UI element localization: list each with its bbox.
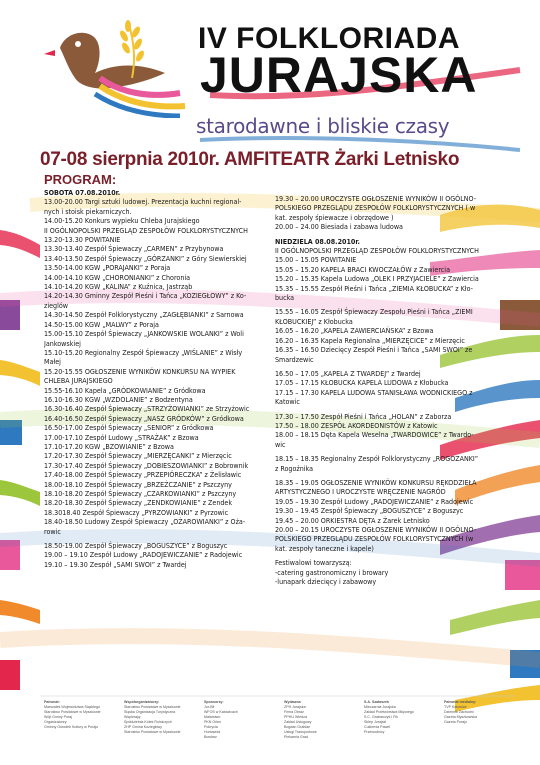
program-entry: 16.20 – 16.35 Kapela Regionalna „MIERZĘCICE” z Mierzęcic [275, 335, 465, 345]
program-entry: Jankowskiej [44, 338, 81, 348]
program-entry: -lunapark dziecięcy i zabawowy [275, 577, 377, 587]
footer-entry: Spółdzielnia Kółek Rolniczych [124, 720, 172, 724]
footer-entry: Śląska Organizacja Turystyczna [124, 710, 176, 714]
program-heading: PROGRAM: [44, 172, 117, 187]
program-entry: 18.00-18.10 Zespół Śpiewaczy „BRZEŹCZANIE” z Pszczyny [44, 479, 232, 489]
footer-entry: Wydawca: [284, 700, 302, 704]
program-entry: POLSKIEGO PRZEGLĄDU ZESPOŁÓW FOLKLORYSTYCZNYCH (w [275, 534, 474, 544]
footer-entry: Usługi Transportowe [284, 730, 317, 734]
program-entry: 18.50-19.00 Zespół Śpiewaczy „BOGUSZYCE” z Boguszyc [44, 541, 228, 551]
footer-entry: TVP Katowice [444, 705, 467, 709]
footer-entry: Starostwo Powiatowe w Myszkowie [124, 705, 181, 709]
footer-entry: S.C. Grabarczyk i Fik [364, 715, 398, 719]
program-entry: CHLEBA JURAJSKIEGO [44, 376, 113, 386]
footer-entry: Mleczarnia Jurajska [364, 705, 396, 709]
program-entry: kat. zespoły taneczne i kapele) [275, 543, 374, 553]
program-entry: 14.20-14.30 Gminny Zespół Pieśni i Tańca „KOZIEGŁOWY” z Ko- [44, 291, 247, 301]
program-entry: 19.45 – 20.00 ORKIESTRA DĘTA z Żarek Letnisko [275, 515, 430, 525]
footer-entry: Marszałek Województwa Śląskiego [44, 705, 101, 709]
program-entry: nych i stoisk piekarniczych. [44, 206, 132, 216]
footer-entry: PKN Orlen [204, 720, 222, 724]
program-entry: 18.3018.40 Zespół Śpiewaczy „PYRZOWIANKI” z Pyrzowic [44, 507, 229, 517]
program-entry: -catering gastronomiczny i browary [275, 567, 389, 577]
footer-entry: Piekarnia Grad [284, 735, 308, 739]
footer-entry: WFOŚ w Katowicach [204, 710, 238, 714]
program-entry: 13.40-13.50 Zespół Śpiewaczy „GÓRZANKI” z Góry Siewierskiej [44, 253, 247, 263]
program-entry: 16.35 – 16.50 Dziecięcy Zespół Pieśni i Tańca „SAMI SWOI” ze [275, 345, 473, 355]
program-entry: 16.05 – 16.20 „KAPELA ZAWIERCIAŃSKA” z Bzowa [275, 326, 434, 336]
program-entry: 14.00-15.20 Konkurs wypieku Chleba Jurajskiego [44, 216, 200, 226]
program-entry: 16.30-16.40 Zespół Śpiewaczy „STRZYŻOWIANKI” ze Strzyżowic [44, 404, 250, 414]
program-entry: 17.15 – 17.30 KAPELA LUDOWA STANISŁAWA WODNICKIEGO z [275, 387, 473, 397]
footer-entry: Przewodnicy [364, 730, 385, 734]
footer-entry: Pokrycia [204, 725, 218, 729]
program-entry: II OGÓLNOPOLSKI PRZEGLĄD ZESPOŁÓW FOLKLORYSTYCZNYCH [275, 246, 479, 256]
footer-entry: Sponsorzy: [204, 700, 224, 704]
footer-entry: Jur-Bit [204, 705, 215, 709]
program-entry: 15.20-15.55 OGŁOSZENIE WYNIKÓW KONKURSU NA WYPIEK [44, 366, 236, 376]
bird-wheat-logo [40, 8, 190, 118]
program-entry: Katowic [275, 397, 300, 407]
footer-entry: S.A. Szałaszek [364, 700, 389, 704]
program-entry: 19.10 – 19.30 Zespół „SAMI SWOI” z Twardej [44, 559, 187, 569]
footer-entry: Malarstwo [204, 715, 221, 719]
event-date-venue: 07-08 sierpnia 2010r. AMFITEATR Żarki Letnisko [40, 149, 460, 170]
program-entry: 15.05 – 15.20 KAPELA BRACI KWOCZAŁÓW z Zawiercia [275, 264, 450, 274]
footer-entry: Zakład Przetwórstwa Mięsnego [364, 710, 414, 714]
footer-entry: Dziennik Zachodni [444, 710, 474, 714]
program-entry: 14.00-14.10 KGW „CHORONIANKI” z Choronia [44, 272, 191, 282]
footer-entry: Hurtownia [204, 730, 221, 734]
program-entry: 15.55 – 16.05 Zespół Śpiewaczy Zespołu Pieśni i Tańca „ZIEMI [275, 307, 473, 317]
program-entry: 16.40-16.50 Zespół Śpiewaczy „NASZ GRÓDKÓW” z Gródkowa [44, 413, 244, 423]
footer-entry: Gazeta Myszkowska [444, 715, 477, 719]
footer-entry: Współorganizatorzy: [124, 700, 160, 704]
program-entry: 17.30-17.40 Zespół Śpiewaczy „DOBIESZOWIANKI” z Bobrownik [44, 460, 249, 470]
program-entry: KŁOBUCKIEJ” z Kłobucka [275, 316, 353, 326]
footer-entry: Sklep Jurajski [364, 720, 387, 724]
footer-column-patrons [44, 700, 134, 730]
footer-entry: Organizatorzy: [44, 720, 68, 724]
footer-entry: PPHU Wiedza [284, 715, 307, 719]
program-entry: kat. zespoły śpiewacze i obrzędowe ) [275, 212, 394, 222]
program-entry: 18.35 – 19.05 OGŁOSZENIE WYNIKÓW KONKURSU RĘKODZIEŁA [275, 477, 477, 487]
program-entry: 13.50-14.00 KGW „PORAJANKI” z Poraja [44, 263, 171, 273]
event-title-line1: IV FOLKLORIADA [198, 22, 460, 55]
footer-column-coorganizers [124, 700, 214, 735]
program-entry: rowic [44, 526, 61, 536]
program-entry: 17.30 – 17.50 Zespół Pieśni i Tańca „HOLAN” z Zaborza [275, 411, 452, 421]
program-entry: 17.20-17.30 Zespół Śpiewaczy „MIERZĘCANKI” z Mierzęcic [44, 451, 232, 461]
footer-column-publishers [284, 700, 374, 740]
program-entry: Smardzewic [275, 354, 314, 364]
footer-entry: Gminny Ośrodek Kultury w Poraju [44, 725, 99, 729]
footer-entry: Cukiernia Paweł [364, 725, 390, 729]
program-entry: 15.55-16.10 Kapela „GRÓDKOWIANIE” z Gródkowa [44, 385, 206, 395]
program-entry: SOBOTA 07.08.2010r. [44, 188, 121, 197]
footer-entry: Patronat: [44, 700, 60, 704]
program-entry: 14.30-14.50 Zespół Folklorystyczny „ZAGŁĘBIANKI” z Sarnowa [44, 310, 244, 320]
program-entry: 17.10-17.20 KGW „BZOWIANIE” z Bzowa [44, 441, 174, 451]
program-entry: 18.20-18.30 Zespół Śpiewaczy „ZENDKOWIANIE” z Zendek [44, 498, 233, 508]
program-entry: 19.30 – 19.45 Zespół Śpiewaczy „BOGUSZYCE” z Boguszyc [275, 506, 464, 516]
program-entry: 15.00-15.10 Zespół Śpiewaczy „JANKOWSKIE WOLANKI” z Woli [44, 329, 244, 339]
program-entry: 19.00 – 19.10 Zespół Ludowy „RADOJEWICZANIE” z Radojewic [44, 550, 243, 560]
footer-entry: Starostwo Powiatowe w Myszkowie [44, 710, 101, 714]
program-entry: II OGÓLNOPOLSKI PRZEGLĄD ZESPOŁÓW FOLKLORYSTYCZNYCH [44, 225, 248, 235]
program-entry: 15.35 – 15.55 Zespół Pieśni i Tańca „ZIEMIA KŁOBUCKA” z Kło- [275, 283, 473, 293]
footer-entry: Patronat medialny: [444, 700, 477, 704]
program-entry: 18.00 – 18.15 Dęta Kapela Weselna „TWARDOWICE” z Twardo- [275, 430, 474, 440]
program-entry: 20.00 – 24.00 Biesiada i zabawa ludowa [275, 222, 403, 232]
footer-entry: Firma Obraz [284, 710, 304, 714]
program-entry: ARTYSTYCZNEGO I UROCZYSTE WRĘCZENIE NAGRÓD [275, 487, 446, 497]
program-entry: 19.30 – 20.00 UROCZYSTE OGŁOSZENIE WYNIKÓW II OGÓLNO- [275, 194, 477, 203]
program-entry: 13.20-13.30 POWITANIE [44, 235, 121, 245]
program-entry: NIEDZIELA 08.08.2010r. [275, 236, 360, 246]
program-entry: 16.10-16.30 KGW „WZDOLANIE” z Bodzentyna [44, 394, 193, 404]
footer-entry: Bowiarz [204, 735, 217, 739]
program-entry: 17.00-17.10 Zespół Ludowy „STRAŻAK” z Bzowa [44, 432, 199, 442]
sponsors-footer [44, 700, 514, 755]
program-column-left [44, 188, 272, 569]
footer-entry: Gazeta Poraju [444, 720, 467, 724]
program-entry: 17.50 – 18.00 ZESPÓŁ AKORDEONISTÓW z Katowic [275, 420, 438, 430]
program-entry: 15.20 – 15.35 Kapela Ludowa „OLEK I PRZYJACIELE” z Zawiercia [275, 274, 479, 284]
program-entry: 20.00 – 20.15 UROCZYSTE OGŁOSZENIE WYNIKÓW II OGÓLNO- [275, 525, 477, 534]
footer-column-media [444, 700, 534, 725]
program-entry: bucka [275, 293, 295, 303]
program-entry: POLSKIEGO PRZEGLĄDU ZESPOŁÓW FOLKLORYSTYCZNYCH ( w [275, 203, 476, 213]
program-entry: zieglów [44, 300, 69, 310]
program-entry: Małej [44, 357, 61, 367]
program-entry: 18.15 – 18.35 Regionalny Zespół Folklorystyczny „ROGOZANKI” [275, 454, 479, 464]
program-entry: 13.30-13.40 Zespół Śpiewaczy „CARMEN” z Przybynowa [44, 244, 224, 254]
program-entry: 16.50 – 17.05 „KAPELA Z TWARDEJ” z Twardej [275, 368, 421, 378]
program-entry: wic [275, 439, 286, 449]
program-entry: 19.05 – 19.30 Zespół Ludowy „RADOJEWICZANIE” z Radojewic [275, 496, 474, 506]
footer-entry: Wspierają: [124, 715, 141, 719]
program-entry: 17.40-18.00 Zespół Śpiewaczy „PRZEPIÓRECZKA” z Żelisławic [44, 470, 242, 480]
footer-entry: Zakład Usługowy [284, 720, 312, 724]
footer-column-sponsors [204, 700, 294, 740]
program-entry: 18.10-18.20 Zespół Śpiewaczy „CZARKOWIANKI” z Pszczyny [44, 489, 237, 498]
footer-entry: Wójt Gminy Poraj [44, 715, 72, 719]
program-entry: Festiwalowi towarzyszą: [275, 558, 352, 568]
footer-entry: Starostwo Powiatowe w Myszkowie [124, 730, 181, 734]
program-entry: 15.10-15.20 Regionalny Zespół Śpiewaczy „WIŚLANIE” z Wisły [44, 347, 243, 357]
program-entry: 15.00 – 15.05 POWITANIE [275, 255, 357, 265]
program-column-right [275, 194, 505, 586]
program-entry: 13.00-20.00 Targi sztuki ludowej. Prezentacja kuchni regional- [44, 197, 242, 207]
program-entry: 16.50-17.00 Zespół Śpiewaczy „SENIOR” z Gródkowa [44, 423, 214, 433]
program-entry: 18.40-18.50 Ludowy Zespół Śpiewaczy „OŻAROWIANKI” z Oża- [44, 517, 246, 527]
program-entry: 17.05 – 17.15 KŁOBUCKA KAPELA LUDOWA z Kłobucka [275, 378, 449, 388]
program-entry: 14.10-14.20 KGW „KALINA” z Kuźnica, Jastrząb [44, 282, 193, 292]
footer-entry: ZHP Gmina Koziegłowy [124, 725, 162, 729]
footer-entry: Bogdan Grabian [284, 725, 311, 729]
footer-entry: ZPH Jurajska [284, 705, 306, 709]
event-title-line2: JURAJSKA [200, 47, 478, 103]
footer-column-partners [364, 700, 454, 735]
event-subtitle: starodawne i bliskie czasy [196, 114, 450, 138]
program-entry: 14.50-15.00 KGW „MALWY” z Poraja [44, 319, 159, 329]
program-entry: z Rogoźnika [275, 463, 314, 473]
